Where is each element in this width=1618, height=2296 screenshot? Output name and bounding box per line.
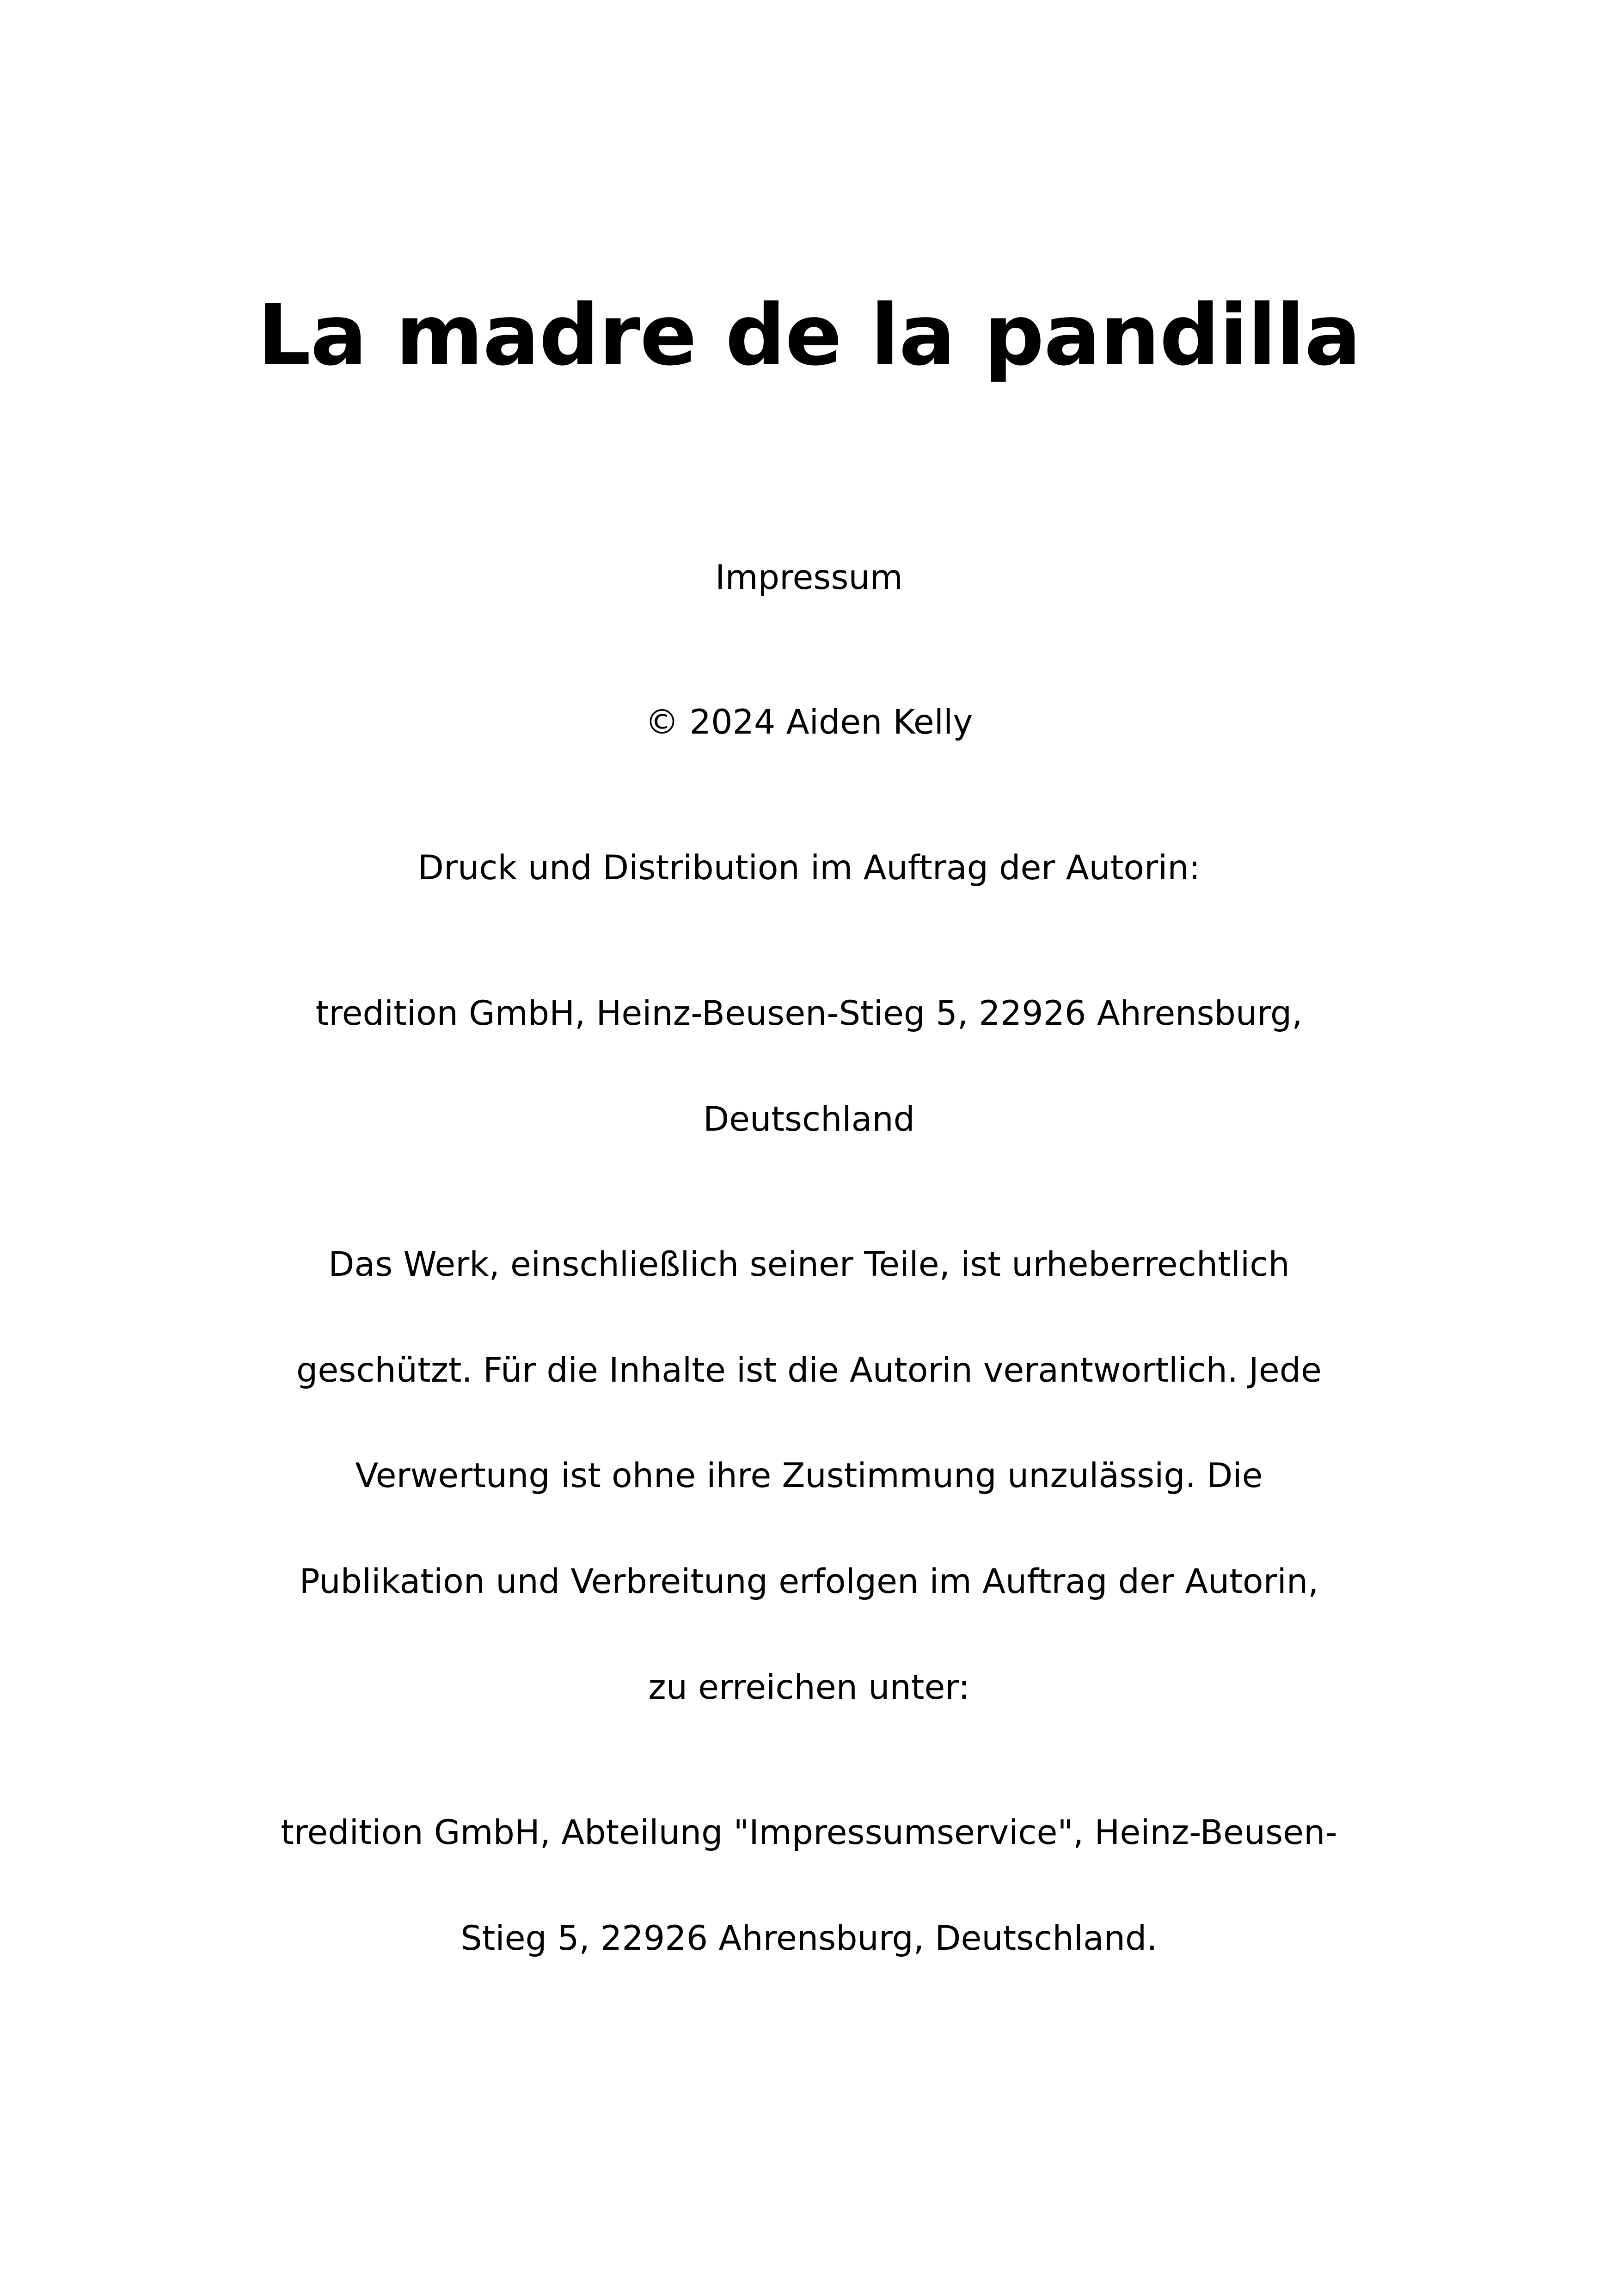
rights-line-5: zu erreichen unter: [648,1668,970,1707]
book-title: La madre de la pandilla [257,286,1361,384]
impressum-heading: Impressum [715,558,903,597]
publisher-address-line-1: tredition GmbH, Heinz-Beusen-Stieg 5, 22926 Ahrensburg, [315,994,1303,1033]
contact-address-line-2: Stieg 5, 22926 Ahrensburg, Deutschland. [460,1919,1158,1958]
publisher-address-line-2: Deutschland [703,1100,915,1139]
copyright-line: © 2024 Aiden Kelly [645,703,973,742]
rights-line-4: Publikation und Verbreitung erfolgen im Auftrag der Autorin, [299,1562,1319,1601]
rights-line-3: Verwertung ist ohne ihre Zustimmung unzulässig. Die [355,1456,1263,1495]
rights-line-1: Das Werk, einschließlich seiner Teile, ist urheberrechtlich [328,1245,1290,1284]
print-note: Druck und Distribution im Auftrag der Autorin: [417,848,1201,888]
rights-line-2: geschützt. Für die Inhalte ist die Autorin verantwortlich. Jede [296,1351,1322,1390]
contact-address-line-1: tredition GmbH, Abteilung "Impressumservice", Heinz-Beusen- [281,1813,1337,1852]
